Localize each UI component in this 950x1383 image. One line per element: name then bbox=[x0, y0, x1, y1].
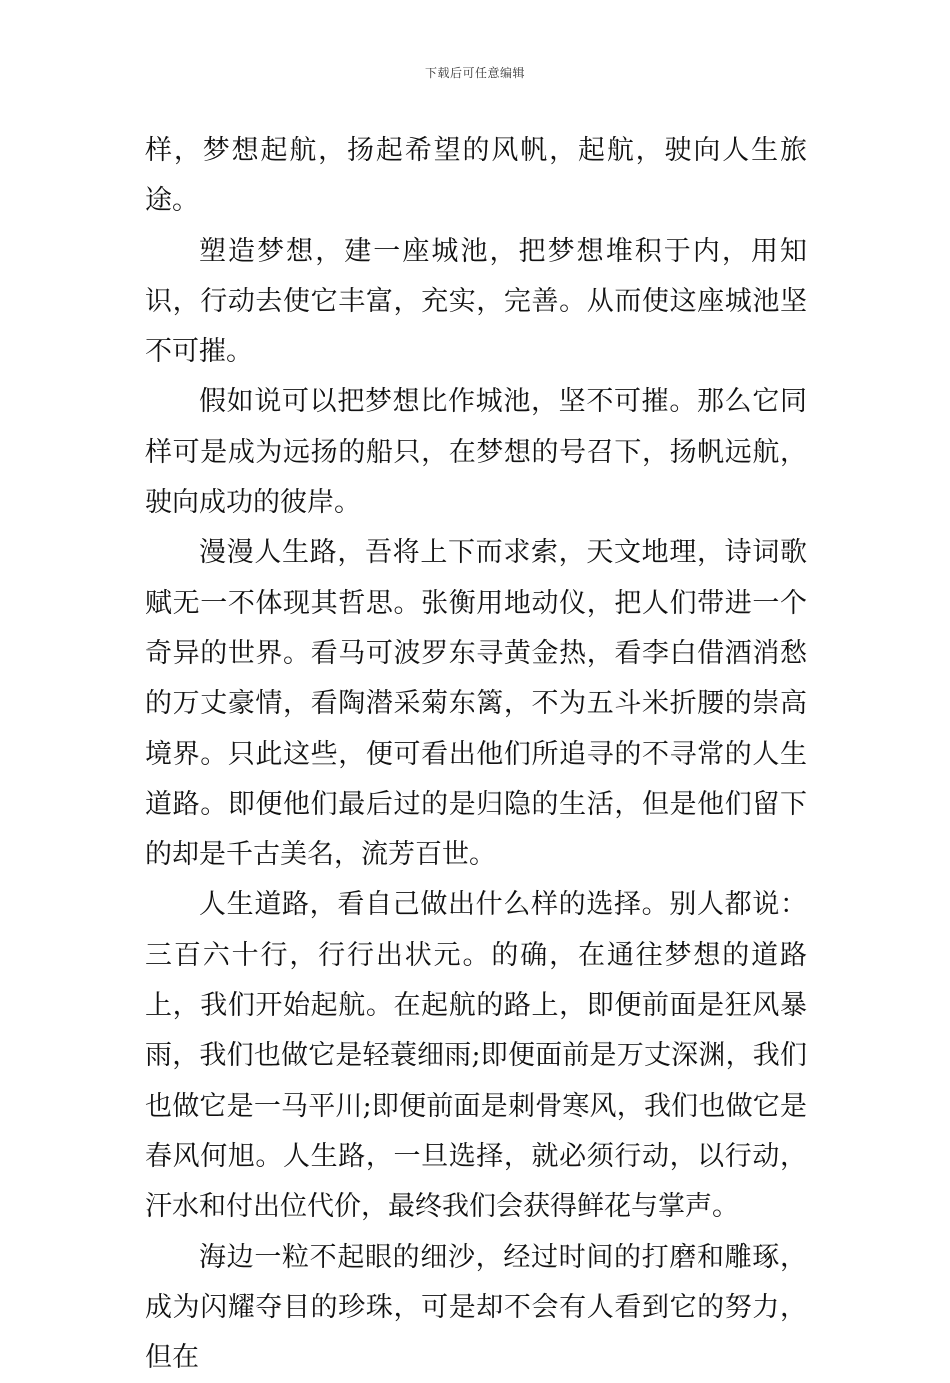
paragraph-6: 海边一粒不起眼的细沙，经过时间的打磨和雕琢，成为闪耀夺目的珍珠，可是却不会有人看到它的努力，但在 bbox=[145, 1241, 807, 1374]
paragraph-2: 塑造梦想，建一座城池，把梦想堆积于内，用知识，行动去使它丰富，充实，完善。从而使这座城池坚不可摧。 bbox=[145, 235, 807, 368]
document-body bbox=[145, 126, 807, 1383]
page-header: 下载后可任意编辑 bbox=[424, 66, 525, 80]
paragraph-4: 漫漫人生路，吾将上下而求索，天文地理，诗词歌赋无一不体现其哲思。张衡用地动仪，把人们带进一个奇异的世界。看马可波罗东寻黄金热，看李白借酒消愁的万丈豪情，看陶潜采菊东篱，不为五斗米折腰的崇高境界。只此这些，便可看出他们所追寻的不寻常的人生道路。即便他们最后过的是归隐的生活，但是他们留下的却是千古美名，流芳百世。 bbox=[145, 537, 807, 871]
paragraph-5: 人生道路，看自己做出什么样的选择。别人都说：三百六十行，行行出状元。的确，在通往梦想的道路上，我们开始起航。在起航的路上，即便前面是狂风暴雨，我们也做它是轻蓑细雨;即便面前是万丈深渊，我们也做它是一马平川;即便前面是刺骨寒风，我们也做它是春风何旭。人生路，一旦选择，就必须行动，以行动，汗水和付出位代价，最终我们会获得鲜花与掌声。 bbox=[145, 889, 807, 1223]
paragraph-1: 样，梦想起航，扬起希望的风帆，起航，驶向人生旅途。 bbox=[145, 135, 807, 217]
paragraph-3: 假如说可以把梦想比作城池，坚不可摧。那么它同样可是成为远扬的船只，在梦想的号召下，扬帆远航，驶向成功的彼岸。 bbox=[145, 386, 807, 519]
